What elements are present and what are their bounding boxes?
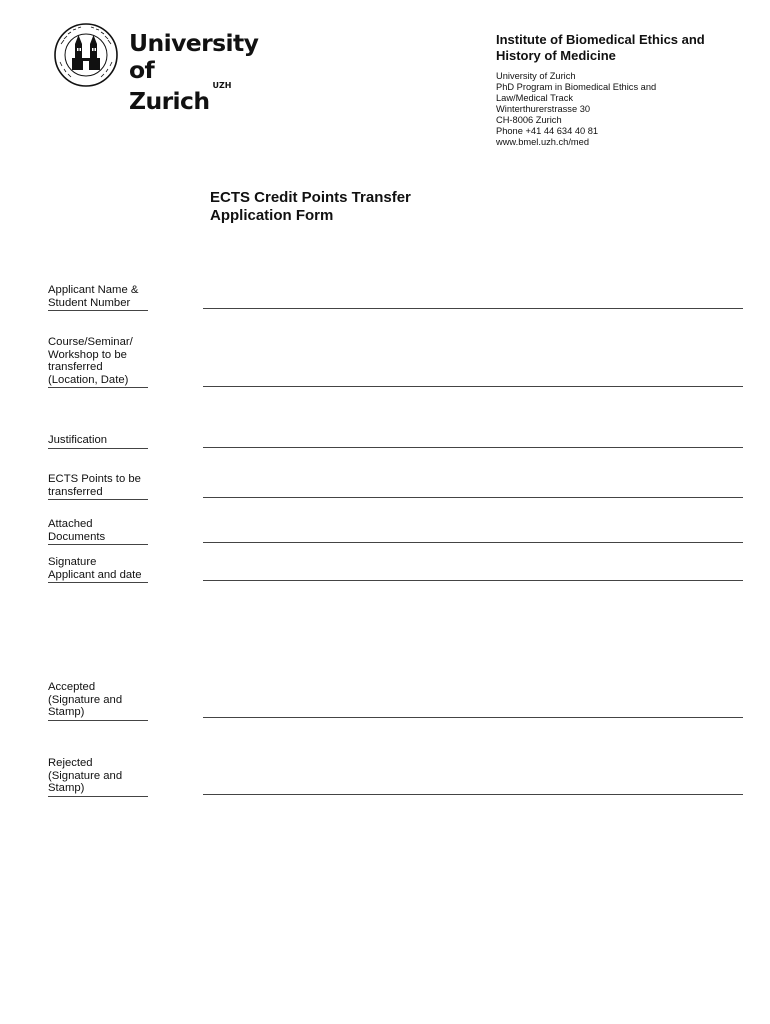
label-line: Stamp) [48, 706, 85, 719]
label-line: Applicant Name & [48, 284, 139, 296]
label-line: transferred [48, 485, 103, 498]
applicant-label [48, 284, 148, 311]
justification-field[interactable] [203, 447, 743, 448]
institute-address [496, 71, 746, 148]
accepted-field[interactable] [203, 717, 743, 718]
institute-title-line-2: History of Medicine [496, 47, 616, 63]
label-line: Documents [48, 530, 106, 543]
label-line: Accepted [48, 681, 96, 693]
address-line: PhD Program in Biomedical Ethics and [496, 82, 657, 92]
signature-field[interactable] [203, 580, 743, 581]
wordmark-uzh: UZH [212, 81, 232, 90]
address-line: Law/Medical Track [496, 93, 573, 103]
course-field[interactable] [203, 386, 743, 387]
label-line: Signature [48, 556, 97, 568]
ects-points-field[interactable] [203, 497, 743, 498]
wordmark-line-1: University of [129, 29, 259, 84]
rejected-label [48, 757, 148, 797]
wordmark-zurich: Zurich [129, 86, 210, 115]
label-line: Student Number [48, 296, 131, 309]
university-wordmark [129, 30, 282, 115]
label-line: (Signature and [48, 693, 123, 706]
form-title-line-2: Application Form [210, 207, 334, 224]
course-label [48, 336, 148, 388]
university-logo [52, 22, 282, 115]
label-line: (Signature and [48, 769, 123, 782]
address-line: Winterthurerstrasse 30 [496, 104, 591, 114]
signature-label [48, 556, 148, 583]
label-line: Justification [48, 434, 108, 446]
wordmark-line-2 [129, 81, 282, 115]
attached-documents-label [48, 518, 148, 545]
rejected-field[interactable] [203, 794, 743, 795]
label-line: Rejected [48, 757, 93, 769]
label-line: Attached [48, 518, 93, 530]
form-title [210, 189, 411, 225]
phone-line: Phone +41 44 634 40 81 [496, 126, 599, 136]
institute-title-line-1: Institute of Biomedical Ethics and [496, 32, 705, 47]
justification-label [48, 434, 148, 449]
form-title-line-1: ECTS Credit Points Transfer [210, 189, 411, 206]
attached-documents-field[interactable] [203, 542, 743, 543]
label-line: Workshop to be [48, 348, 127, 361]
institute-title [496, 32, 746, 63]
applicant-field[interactable] [203, 308, 743, 309]
label-line: Stamp) [48, 782, 85, 795]
ects-points-label [48, 473, 148, 500]
label-line: ECTS Points to be [48, 473, 141, 485]
university-seal-icon [52, 22, 120, 88]
institute-block [496, 32, 746, 148]
label-line: transferred [48, 361, 103, 374]
website-link[interactable]: www.bmel.uzh.ch/med [496, 137, 590, 147]
label-line: Applicant and date [48, 568, 142, 581]
label-line: (Location, Date) [48, 373, 129, 386]
label-line: Course/Seminar/ [48, 336, 133, 348]
address-line: CH-8006 Zurich [496, 115, 562, 125]
accepted-label [48, 681, 148, 721]
address-line: University of Zurich [496, 71, 576, 81]
